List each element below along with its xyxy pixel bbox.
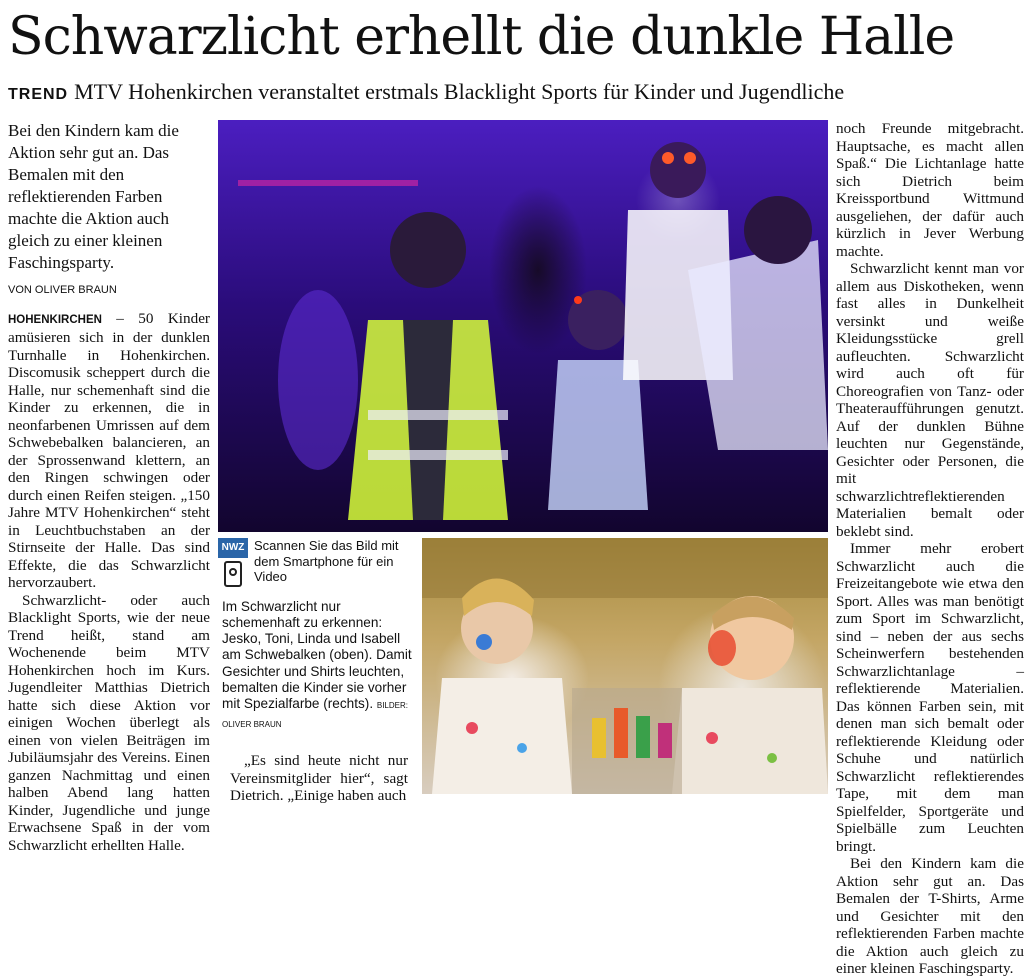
smartphone-icon (224, 561, 242, 587)
nwz-logo-label: NWZ (218, 538, 248, 558)
headline: Schwarzlicht erhellt die dunkle Halle (8, 7, 955, 67)
photo-caption (218, 599, 414, 733)
caption-text: Im Schwarzlicht nur schemenhaft zu erkennen: Jesko, Toni, Linda und Isabell am Schwebalken (oben). Damit Gesichter und Shirts leuchten, bemalten die Kinder sie vorher mit Spezialfarbe (rechts). (222, 598, 412, 712)
dateline: HOHENKIRCHEN (8, 313, 102, 326)
paragraph: Schwarzlicht- oder auch Blacklight Sports, wie der neue Trend heißt, stand am Wochenende beim MTV Hohenkirchen hoch im Kurs. Jugendleiter Matthias Dietrich hatte sich diese Aktion vor einigen Wochen überlegt als einen von vielen Beiträgen im Jubiläumsjahr des Vereins. Einen ganzen Nachmittag und einen halben Abend lang hatten Kinder, Jugendliche und junge Erwachsene Spaß in der vom Schwarzlicht erhellten Halle. (8, 591, 210, 854)
teaser: Bei den Kindern kam die Aktion sehr gut an. Das Bemalen mit den reflektierenden Farben machte die Aktion auch gleich zu einer kleinen Faschingsparty. (8, 121, 179, 272)
face-painting-illustration (422, 538, 828, 794)
section-tag: TREND (8, 86, 69, 103)
paragraph: Schwarzlicht kennt man vor allem aus Diskotheken, wenn fast alles in Dunkelheit versinkt und weiße Kleidungsstücke grell aufleuchten. Schwarzlicht wird auch oft für Choreografien von Tanz- oder Theateraufführungen genutzt. Auf der dunklen Bühne leuchten nur Gegenstände, Gesichter oder Personen, die mit schwarzlichtreflektierenden Materialien bemalt oder beklebt sind. (836, 260, 1024, 540)
face-painting-photo (422, 538, 828, 794)
photo-credit: BILDER: OLIVER BRAUN (222, 701, 408, 729)
paragraph: noch Freunde mitgebracht. Hauptsache, es macht allen Spaß.“ Die Lichtanlage hatte sich Dietrich beim Kreissportbund Wittmund ausgeliehen, der dafür auch kürzlich in Jever Werbung machte. (836, 120, 1024, 260)
blacklight-scene-illustration (218, 120, 828, 532)
nwz-scan-text: Scannen Sie das Bild mit dem Smartphone für ein Video (254, 538, 399, 584)
blacklight-gym-photo (218, 120, 828, 532)
nwz-scan-hint[interactable] (218, 538, 414, 587)
column-2-continued (230, 752, 408, 805)
subline (8, 78, 1028, 109)
column-1 (8, 120, 210, 854)
paragraph-text: – 50 Kinder amüsieren sich in der dunklen Turnhalle in Hohenkirchen. Discomusik scheppert durch die Halle, nur schemenhaft sind die Kinder zu erkennen, die in neonfarbenen Umrissen auf dem Schwebebalken balancieren, an der Sprossenwand klettern, an den Ringen schwingen oder durch einen Reifen steigen. „150 Jahre MTV Hohenkirchen“ steht in Leuchtbuchstaben an der Stirnseite der Halle. Das sind Effekte, die das Schwarzlicht hervorzaubert. (8, 309, 210, 591)
paragraph: Immer mehr erobert Schwarzlicht auch die Freizeitangebote wie etwa den Sport. Alles was man benötigt zum Sport im Schwarzlicht, sind – neben der aus sechs Scheinwerfern bestehenden Schwarzlichtanlage – reflektierende Materialien. Das können Farben sein, mit denen man sich bemalt oder reflektierende Kleidung oder Schuhe und natürlich Schwarzlicht reflektierendes Tape, mit dem man Spielfelder, Sportgeräte und Spielbälle zum Leuchten bringt. (836, 540, 1024, 855)
column-3 (836, 120, 1024, 978)
paragraph (8, 310, 210, 592)
paragraph: „Es sind heute nicht nur Vereinsmitglider hier“, sagt Dietrich. „Einige haben auch (230, 752, 408, 804)
nwz-logo (218, 538, 248, 587)
paragraph: Bei den Kindern kam die Aktion sehr gut an. Das Bemalen der T-Shirts, Arme und Gesichter mit den reflektierenden Farben machte die Aktion auch gleich zu einer kleinen Faschingsparty. (836, 855, 1024, 977)
byline: VON OLIVER BRAUN (8, 284, 117, 296)
photo-caption-area (218, 538, 414, 733)
subline-text: MTV Hohenkirchen veranstaltet erstmals Blacklight Sports für Kinder und Jugendliche (74, 79, 845, 104)
